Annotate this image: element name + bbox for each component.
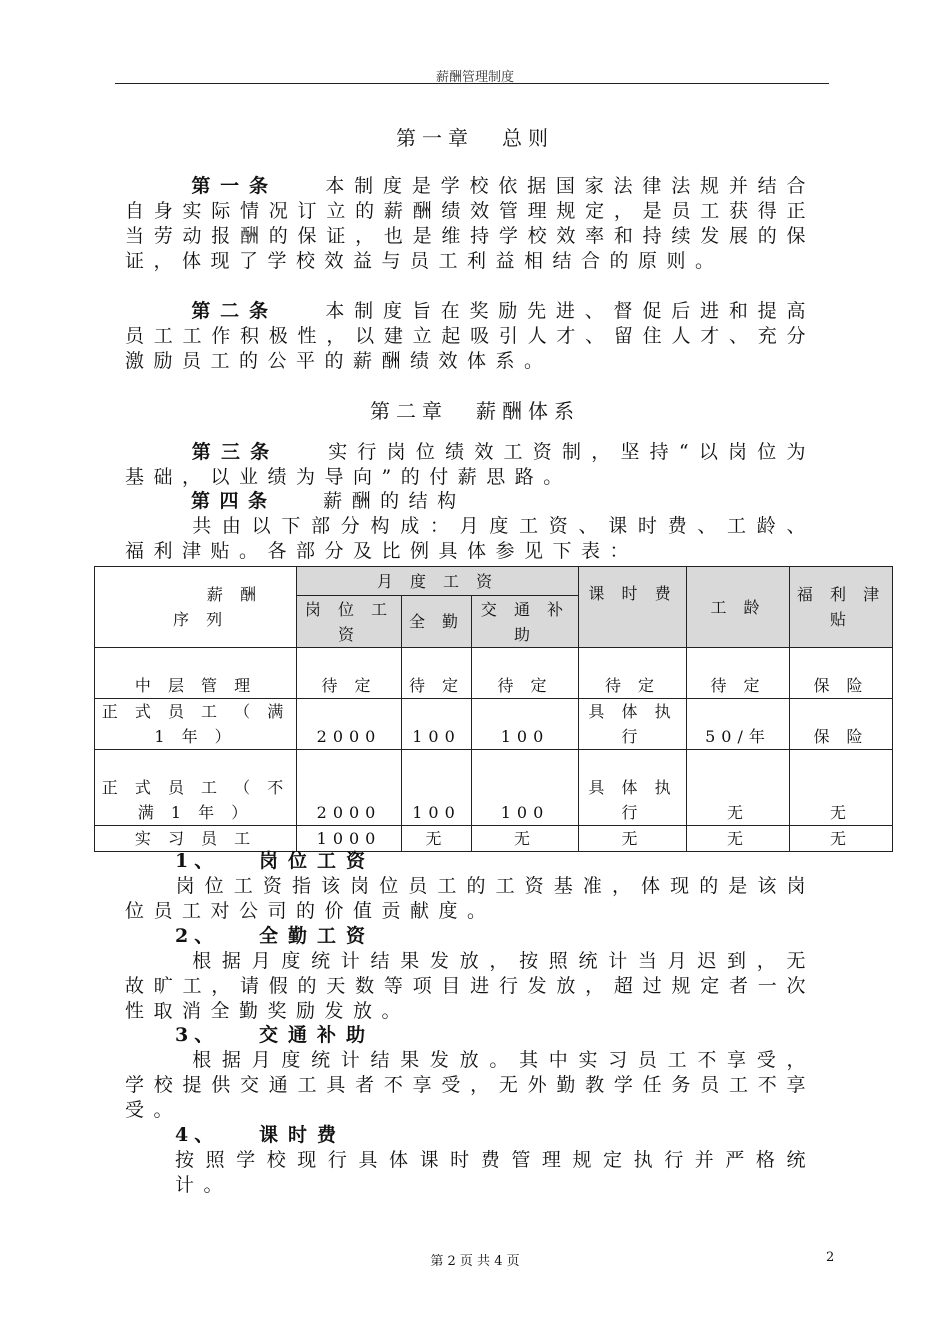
article-2 bbox=[125, 299, 815, 375]
table-corner-bottom: 序 列 bbox=[173, 610, 229, 629]
chapter-1-label: 第一章 bbox=[396, 126, 474, 150]
article-1-text: 本制度是学校依据国家法律法规并结合自身实际情况订立的薪酬绩效管理规定，是员工获得正当劳动报酬的保证，也是维持学校效率和持续发展的保证，体现了学校效益与员工利益相结合的原则。 bbox=[125, 175, 815, 272]
row-traffic: 待 定 bbox=[472, 648, 579, 699]
row-lesson: 具 体 执 行 bbox=[579, 699, 687, 750]
row-welfare: 无 bbox=[790, 826, 893, 852]
page-number: 2 bbox=[826, 1250, 835, 1265]
item-2-num: 2、 bbox=[175, 925, 220, 947]
article-2-label: 第二条 bbox=[191, 300, 278, 322]
chapter-1-title: 总则 bbox=[502, 126, 554, 150]
row-lesson: 待 定 bbox=[579, 648, 687, 699]
page-info: 第 2 页 共 4 页 bbox=[430, 1254, 520, 1269]
chapter-1-heading bbox=[0, 122, 950, 151]
table-row bbox=[95, 826, 893, 852]
table-header-seniority: 工 龄 bbox=[687, 567, 790, 648]
running-header-title: 薪酬管理制度 bbox=[435, 70, 514, 85]
row-post: 1000 bbox=[297, 826, 402, 852]
row-full: 无 bbox=[402, 826, 472, 852]
row-seniority: 待 定 bbox=[687, 648, 790, 699]
item-4-text bbox=[175, 1148, 815, 1198]
item-3-heading bbox=[175, 1023, 375, 1048]
article-4-desc-text: 共由以下部分构成：月度工资、课时费、工龄、福利津贴。各部分及比例具体参见下表： bbox=[125, 515, 815, 562]
article-3-text: 实行岗位绩效工资制，坚持“以岗位为基础，以业绩为导向”的付薪思路。 bbox=[125, 441, 815, 488]
table-header-post-wage: 岗 位 工 资 bbox=[297, 596, 402, 648]
item-1-body: 岗位工资指该岗位员工的工资基准，体现的是该岗位员工对公司的价值贡献度。 bbox=[125, 875, 815, 922]
article-3-label: 第三条 bbox=[191, 441, 280, 463]
row-name: 正 式 员 工 （ 不 满 1 年 ） bbox=[95, 750, 297, 826]
table-row bbox=[95, 750, 893, 826]
article-4-label: 第四条 bbox=[191, 490, 277, 512]
item-1-title: 岗位工资 bbox=[259, 850, 376, 872]
header-rule bbox=[115, 83, 829, 84]
row-seniority: 无 bbox=[687, 750, 790, 826]
article-1-label: 第一条 bbox=[191, 175, 278, 197]
table-row bbox=[95, 648, 893, 699]
row-full: 待 定 bbox=[402, 648, 472, 699]
item-3-title: 交通补助 bbox=[259, 1024, 376, 1046]
row-post: 2000 bbox=[297, 699, 402, 750]
row-lesson: 无 bbox=[579, 826, 687, 852]
chapter-2-label: 第二章 bbox=[370, 399, 448, 423]
article-4-description bbox=[125, 514, 815, 564]
row-lesson: 具 体 执 行 bbox=[579, 750, 687, 826]
table-header-full-attendance: 全 勤 bbox=[402, 596, 472, 648]
row-welfare: 保 险 bbox=[790, 699, 893, 750]
item-1-heading bbox=[175, 849, 375, 874]
item-3-text bbox=[125, 1048, 815, 1123]
row-traffic: 100 bbox=[472, 750, 579, 826]
salary-structure-table bbox=[94, 566, 893, 852]
row-full: 100 bbox=[402, 699, 472, 750]
table-header-welfare: 福 利 津 贴 bbox=[790, 567, 893, 648]
row-post: 2000 bbox=[297, 750, 402, 826]
article-1 bbox=[125, 174, 815, 300]
item-2-text bbox=[125, 949, 815, 1024]
row-post: 待 定 bbox=[297, 648, 402, 699]
item-4-num: 4、 bbox=[175, 1124, 220, 1146]
chapter-2-heading bbox=[0, 395, 950, 424]
table-corner-top: 薪 酬 bbox=[206, 585, 262, 604]
item-4-heading bbox=[175, 1123, 346, 1148]
item-1-num: 1、 bbox=[175, 850, 220, 872]
item-2-body: 根据月度统计结果发放，按照统计当月迟到，无故旷工，请假的天数等项目进行发放，超过规定者一次性取消全勤奖励发放。 bbox=[125, 950, 815, 1022]
article-3 bbox=[125, 440, 815, 490]
item-2-heading bbox=[175, 924, 375, 949]
row-name: 中 层 管 理 bbox=[95, 648, 297, 699]
table-header-monthly-wage: 月 度 工 资 bbox=[297, 567, 579, 596]
row-seniority: 无 bbox=[687, 826, 790, 852]
item-2-title: 全勤工资 bbox=[259, 925, 376, 947]
article-4 bbox=[125, 489, 815, 515]
chapter-2-title: 薪酬体系 bbox=[476, 399, 580, 423]
item-4-title: 课时费 bbox=[259, 1124, 347, 1146]
item-4-body: 按照学校现行具体课时费管理规定执行并严格统计。 bbox=[175, 1149, 815, 1196]
row-full: 100 bbox=[402, 750, 472, 826]
item-1-text bbox=[125, 874, 815, 924]
row-seniority: 50/年 bbox=[687, 699, 790, 750]
row-name: 实 习 员 工 bbox=[95, 826, 297, 852]
row-welfare: 无 bbox=[790, 750, 893, 826]
table-header-lesson-fee: 课 时 费 bbox=[579, 567, 687, 648]
row-welfare: 保 险 bbox=[790, 648, 893, 699]
row-name: 正 式 员 工 （ 满 1 年 ） bbox=[95, 699, 297, 750]
table-header-traffic: 交 通 补 助 bbox=[472, 596, 579, 648]
row-traffic: 100 bbox=[472, 699, 579, 750]
item-3-body: 根据月度统计结果发放。其中实习员工不享受，学校提供交通工具者不享受，无外勤教学任务员工不享受。 bbox=[125, 1049, 815, 1121]
table-corner-cell bbox=[95, 567, 297, 648]
item-3-num: 3、 bbox=[175, 1024, 220, 1046]
article-2-text: 本制度旨在奖励先进、督促后进和提高员工工作积极性，以建立起吸引人才、留住人才、充分激励员工的公平的薪酬绩效体系。 bbox=[125, 300, 815, 372]
row-traffic: 无 bbox=[472, 826, 579, 852]
table-row bbox=[95, 699, 893, 750]
article-4-text: 薪酬的结构 bbox=[323, 490, 466, 512]
